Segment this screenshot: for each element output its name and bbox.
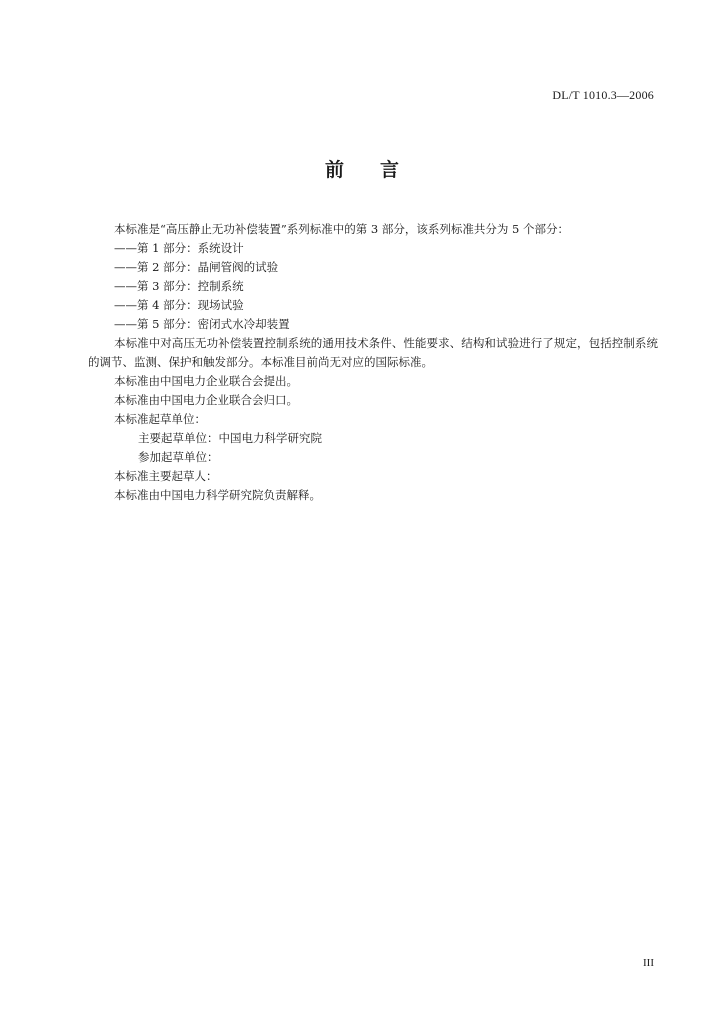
page-number: III <box>643 957 654 969</box>
part-list-item-2: ——第 2 部分：晶闸管阀的试验 <box>114 260 279 274</box>
main-drafting-unit: 主要起草单位：中国电力科学研究院 <box>138 431 322 445</box>
part-list-item-5: ——第 5 部分：密闭式水冷却装置 <box>114 317 290 331</box>
part-list-item-4: ——第 4 部分：现场试验 <box>114 298 244 312</box>
preface-body <box>88 220 658 505</box>
managed-by: 本标准由中国电力企业联合会归口。 <box>114 393 298 407</box>
main-authors: 本标准主要起草人： <box>114 469 218 483</box>
document-code: DL/T 1010.3—2006 <box>552 88 654 102</box>
part-list-item-3: ——第 3 部分：控制系统 <box>114 279 244 293</box>
page-title: 前言 <box>324 159 435 181</box>
scope-paragraph: 本标准中对高压无功补偿装置控制系统的通用技术条件、性能要求、结构和试验进行了规定，包括控制系统的调节、监测、保护和触发部分。本标准目前尚无对应的国际标准。 <box>88 336 658 369</box>
interpretation: 本标准由中国电力科学研究院负责解释。 <box>114 488 321 502</box>
drafting-units-heading: 本标准起草单位： <box>114 412 206 426</box>
participating-units: 参加起草单位： <box>138 450 219 464</box>
intro-paragraph: 本标准是“高压静止无功补偿装置”系列标准中的第 3 部分，该系列标准共分为 5 个部分： <box>114 222 570 236</box>
part-list-item-1: ——第 1 部分：系统设计 <box>114 241 244 255</box>
proposed-by: 本标准由中国电力企业联合会提出。 <box>114 374 298 388</box>
